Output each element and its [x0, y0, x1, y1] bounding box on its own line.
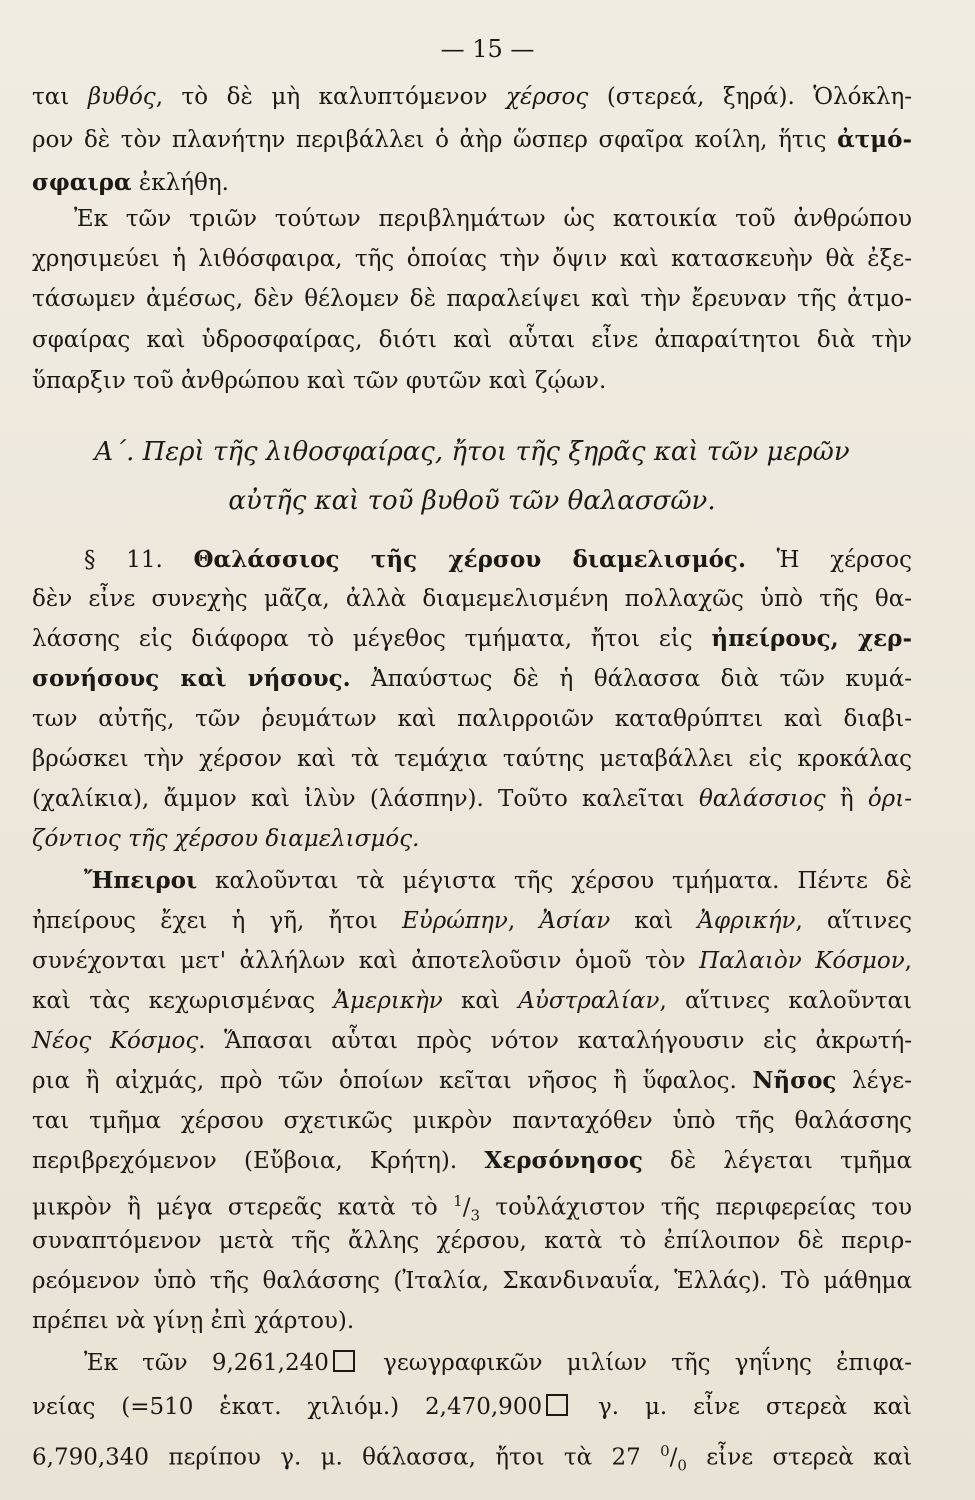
section-number: § 11. — [84, 547, 194, 573]
term-italic: βυθός — [87, 84, 156, 110]
text-run: , — [507, 908, 540, 934]
text-line — [32, 1436, 912, 1480]
text-run: περιβρεχόμενον (Εὔβοια, Κρήτη). — [32, 1148, 485, 1174]
text-line — [32, 624, 912, 654]
text-run: περίπου γ. μ. θάλασσα, ἤτοι τὰ — [149, 1444, 612, 1471]
section-title: Θαλάσσιος τῆς χέρσου διαμελισμός. — [193, 546, 746, 573]
text-run: ἐκλήθη. — [131, 170, 229, 196]
text-run: (χαλίκια), ἄμμον καὶ ἰλὺν (λάσπην). Τοῦτο καλεῖται — [32, 786, 699, 812]
text-run: λέγε- — [836, 1068, 912, 1094]
text-line — [32, 946, 912, 976]
text-run: Ἡ χέρσος — [745, 547, 913, 573]
term-italic: Ἀμερικὴν — [333, 988, 443, 1014]
number: 2,470,900 — [425, 1394, 543, 1420]
text-line — [32, 125, 912, 155]
term-bold: Νῆσος — [752, 1067, 837, 1094]
text-line: Ἐκ τῶν τριῶν τούτων περιβλημάτων ὡς κατοικία τοῦ ἀνθρώπου — [74, 206, 912, 232]
text-run — [641, 1445, 660, 1471]
text-run: ἠπείρους ἔχει ἡ γῆ, ἤτοι — [32, 908, 402, 934]
text-line: πρέπει νὰ γίνῃ ἐπὶ χάρτου). — [32, 1308, 355, 1334]
fraction-numerator: 1 — [453, 1192, 463, 1210]
text-line — [32, 1186, 912, 1230]
text-run: δὲ λέγεται τμῆμα — [642, 1148, 913, 1174]
text-line: χρησιμεύει ἡ λιθόσφαιρα, τῆς ὁποίας τὴν ὄψιν καὶ κατασκευὴν θὰ ἐξε- — [32, 246, 912, 272]
text-run: ται — [32, 84, 88, 110]
text-line: σφαίρας καὶ ὑδροσφαίρας, διότι καὶ αὗται εἶνε ἀπαραίτητοι διὰ τὴν — [32, 327, 912, 353]
number: 510 — [149, 1394, 194, 1420]
term-italic: ζόντιος τῆς χέρσου διαμελισμός. — [32, 826, 420, 852]
percent-top: 0 — [660, 1442, 670, 1460]
term-bold: ἀτμό- — [837, 126, 912, 153]
text-line — [32, 1066, 912, 1096]
term-italic: χέρσος — [506, 84, 589, 110]
term-italic: Ἀσίαν — [539, 908, 611, 934]
text-run: τοὐλάχιστον τῆς περιφερείας του — [480, 1194, 913, 1221]
text-line — [32, 82, 912, 112]
term-bold: Χερσόνησος — [484, 1147, 643, 1174]
text-line: τάσωμεν ἀμέσως, δὲν θέλομεν δὲ παραλείψει καὶ τὴν ἔρευναν τῆς ἀτμο- — [32, 286, 912, 312]
text-run: , αἵτινες καλοῦνται — [659, 988, 912, 1014]
text-line — [32, 1348, 912, 1378]
term-italic: Νέος Κόσμος — [32, 1028, 199, 1054]
text-run: Ἀπαύστως δὲ ἡ θάλασσα διὰ τῶν κυμά- — [350, 666, 912, 692]
text-line — [32, 824, 912, 854]
percent-bottom: 0 — [677, 1456, 687, 1475]
text-run: (στερεά, ξηρά). Ὁλόκλη- — [588, 84, 912, 110]
text-line — [32, 545, 912, 575]
text-run: νείας (= — [32, 1394, 150, 1420]
text-run: , αἵτινες — [795, 908, 913, 934]
text-line — [32, 784, 912, 814]
text-line: ὕπαρξιν τοῦ ἀνθρώπου καὶ τῶν φυτῶν καὶ ζῴων. — [32, 368, 607, 394]
text-run: καὶ — [610, 908, 698, 934]
text-run: ρον δὲ τὸν πλανήτην περιβάλλει ὁ ἀὴρ ὥσπερ σφαῖρα κοίλη, ἥτις — [32, 127, 838, 153]
percent-slash: / — [669, 1444, 678, 1471]
text-run: συνέχονται μετ' ἀλλήλων καὶ ἀποτελοῦσιν ὁμοῦ τὸν — [32, 948, 700, 974]
text-line — [32, 168, 912, 198]
term-italic: Εὐρώπην — [401, 908, 508, 934]
number: 9,261,240 — [211, 1350, 329, 1376]
text-line: των αὐτῆς, τῶν ῥευμάτων καὶ παλιρροιῶν καταθρύπτει καὶ διαβι- — [32, 706, 912, 732]
text-run: εἶνε στερεὰ καὶ — [686, 1444, 913, 1471]
text-run: ἢ — [825, 786, 868, 812]
term-italic: Ἀφρικήν — [697, 908, 796, 934]
text-line: συναπτόμενον μετὰ τῆς ἄλλης χέρσου, κατὰ τὸ ἐπίλοιπον δὲ περιρ- — [32, 1228, 912, 1254]
text-line: δὲν εἶνε συνεχὴς μᾶζα, ἀλλὰ διαμεμελισμένη πολλαχῶς ὑπὸ τῆς θα- — [32, 586, 912, 612]
term-italic: Παλαιὸν Κόσμον — [699, 948, 905, 974]
text-run: μικρὸν ἢ μέγα στερεᾶς κατὰ τὸ — [32, 1194, 454, 1221]
number: 6,790,340 — [32, 1444, 150, 1471]
text-run: λάσσης εἰς διάφορα τὸ μέγεθος τμήματα, ἤτοι εἰς — [32, 626, 712, 652]
text-run: , — [904, 948, 912, 974]
page-number: — 15 — — [440, 35, 535, 63]
fraction-denominator: 3 — [470, 1206, 480, 1225]
term-italic: Αὐστραλίαν — [518, 988, 660, 1014]
text-line — [32, 1392, 912, 1422]
text-run: γεωγραφικῶν μιλίων τῆς γηΐνης ἐπιφα- — [358, 1350, 913, 1376]
square-symbol-icon — [333, 1350, 355, 1372]
text-run: καὶ τὰς κεχωρισμένας — [32, 988, 334, 1014]
text-line — [32, 986, 912, 1016]
text-run: . Ἅπασαι αὗται πρὸς νότον καταλήγουσιν εἰς ἀκρωτή- — [198, 1028, 912, 1054]
number: 27 — [611, 1444, 641, 1471]
fraction-slash: / — [462, 1194, 471, 1221]
text-line: ται τμῆμα χέρσου σχετικῶς μικρὸν πανταχόθεν ὑπὸ τῆς θαλάσσης — [32, 1108, 912, 1134]
term-italic: θαλάσσιος — [698, 786, 826, 812]
section-heading-line2: αὐτῆς καὶ τοῦ βυθοῦ τῶν θαλασσῶν. — [228, 486, 716, 516]
term-bold: σφαιρα — [32, 169, 132, 196]
text-run: καὶ — [442, 988, 519, 1014]
text-line: βρώσκει τὴν χέρσον καὶ τὰ τεμάχια ταύτης μεταβάλλει εἰς κροκάλας — [32, 746, 912, 772]
text-line — [32, 664, 912, 694]
text-run: ρια ἢ αἰχμάς, πρὸ τῶν ὁποίων κεῖται νῆσος ἢ ὕφαλος. — [32, 1068, 753, 1094]
square-symbol-icon — [546, 1394, 568, 1416]
section-heading-line1: Α΄. Περὶ τῆς λιθοσφαίρας, ἤτοι τῆς ξηρᾶς καὶ τῶν μερῶν — [94, 437, 850, 467]
text-line — [32, 866, 912, 896]
text-run: , τὸ δὲ μὴ καλυπτόμενον — [155, 84, 507, 110]
text-line — [32, 1146, 912, 1176]
term-bold: Ἤπειροι — [84, 867, 198, 894]
text-line: ρεόμενον ὑπὸ τῆς θαλάσσης (Ἰταλία, Σκανδιναυΐα, Ἑλλάς). Τὸ μάθημα — [32, 1268, 912, 1294]
text-run: καλοῦνται τὰ μέγιστα τῆς χέρσου τμήματα. Πέντε δὲ — [197, 868, 912, 894]
term-bold: σονήσους καὶ νήσους. — [32, 665, 351, 692]
text-run: Ἐκ τῶν — [84, 1350, 212, 1376]
text-line — [32, 906, 912, 936]
text-run: γ. μ. εἶνε στερεὰ καὶ — [572, 1394, 912, 1420]
text-run: ἑκατ. χιλιόμ.) — [193, 1394, 426, 1420]
term-bold: ἠπείρους, χερ- — [711, 625, 913, 652]
term-italic: ὁρι- — [867, 786, 912, 812]
text-line — [32, 1026, 912, 1056]
